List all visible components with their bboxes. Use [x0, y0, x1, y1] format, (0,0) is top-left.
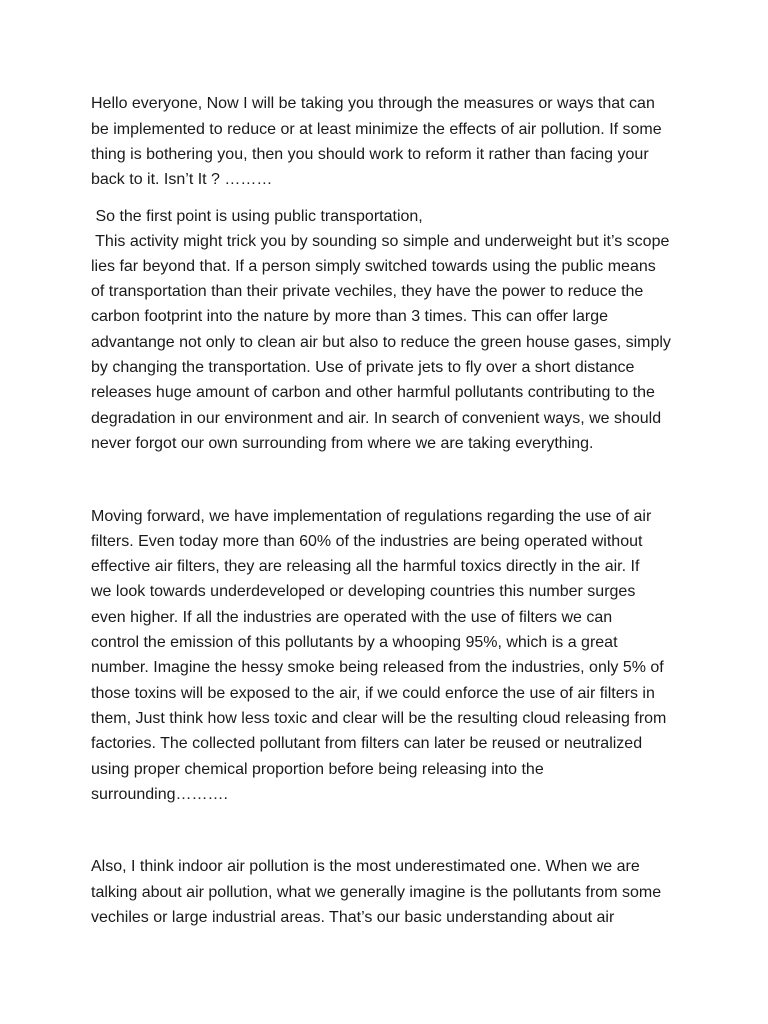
text-line: carbon footprint into the nature by more than 3 times. This can offer large [91, 308, 609, 325]
text-line: lies far beyond that. If a person simply switched towards using the public means [91, 258, 656, 275]
text-line: surrounding………. [91, 786, 228, 803]
text-line: talking about air pollution, what we generally imagine is the pollutants from some [91, 884, 662, 901]
text-line: be implemented to reduce or at least minimize the effects of air pollution. If some [91, 121, 662, 138]
text-line: never forgot our own surrounding from where we are taking everything. [91, 435, 594, 452]
text-line: So the first point is using public transportation, [91, 208, 423, 225]
text-line: Moving forward, we have implementation of regulations regarding the use of air [91, 508, 652, 525]
text-line: even higher. If all the industries are operated with the use of filters we can [91, 609, 613, 626]
text-line: filters. Even today more than 60% of the industries are being operated without [91, 533, 643, 550]
text-line: factories. The collected pollutant from filters can later be reused or neutralized [91, 735, 643, 752]
text-line: This activity might trick you by sounding so simple and underweight but it’s scope [91, 233, 670, 250]
text-line: back to it. Isn’t It ? ……… [91, 171, 273, 188]
text-line: them, Just think how less toxic and clear will be the resulting cloud releasing from [91, 710, 667, 727]
text-line: releases huge amount of carbon and other harmful pollutants contributing to the [91, 384, 655, 401]
text-line: control the emission of this pollutants by a whooping 95%, which is a great [91, 634, 618, 651]
text-line: Hello everyone, Now I will be taking you through the measures or ways that can [91, 95, 655, 112]
text-line: vechiles or large industrial areas. That’s our basic understanding about air [91, 909, 615, 926]
text-line: Also, I think indoor air pollution is the most underestimated one. When we are [91, 858, 640, 875]
text-line: those toxins will be exposed to the air, if we could enforce the use of air filters in [91, 685, 655, 702]
text-line: thing is bothering you, then you should work to reform it rather than facing your [91, 146, 649, 163]
text-line: effective air filters, they are releasing all the harmful toxics directly in the air. If [91, 558, 640, 575]
text-line: number. Imagine the hessy smoke being released from the industries, only 5% of [91, 659, 664, 676]
text-line: degradation in our environment and air. In search of convenient ways, we should [91, 410, 662, 427]
text-line: using proper chemical proportion before being releasing into the [91, 761, 544, 778]
text-line: we look towards underdeveloped or developing countries this number surges [91, 583, 636, 600]
text-line: advantange not only to clean air but also to reduce the green house gases, simply [91, 334, 671, 351]
text-line: of transportation than their private vechiles, they have the power to reduce the [91, 283, 644, 300]
text-line: by changing the transportation. Use of private jets to fly over a short distance [91, 359, 635, 376]
